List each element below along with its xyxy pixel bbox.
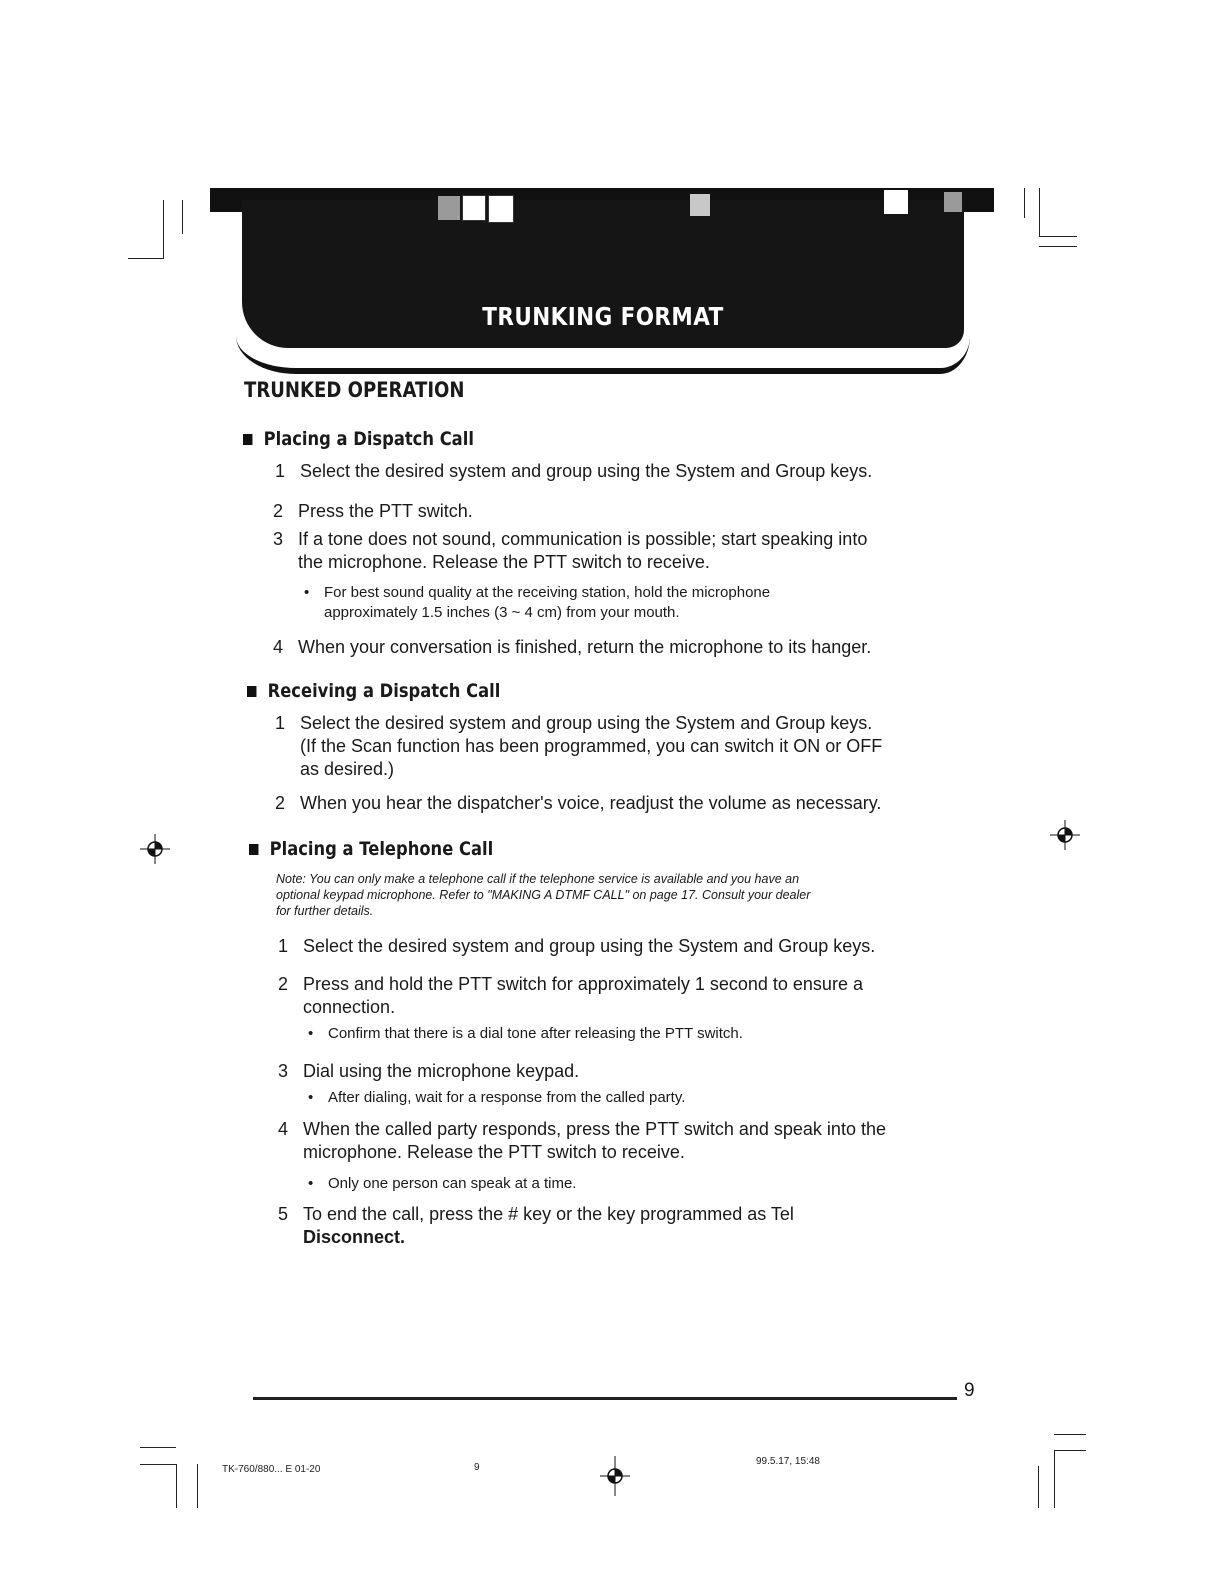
crop-mark-bottom-left: [140, 1464, 176, 1465]
header-banner-curve: [236, 330, 970, 374]
crop-mark-bottom-right: [1054, 1450, 1055, 1508]
step-text: Select the desired system and group using the System and Group keys.: [303, 936, 876, 956]
color-bar-block: [462, 195, 486, 221]
bullet-text: Only one person can speak at a time.: [328, 1175, 577, 1192]
registration-mark-right: [1050, 820, 1080, 850]
step-text: Select the desired system and group using the System and Group keys.: [300, 713, 873, 733]
step-text: (If the Scan function has been programmed, you can switch it ON or OFF: [300, 736, 883, 756]
step-item: [275, 712, 965, 782]
bullet-dot: •: [308, 1175, 314, 1192]
step-text: When the called party responds, press the PTT switch and speak into the: [303, 1119, 886, 1139]
crop-mark-top-left: [128, 258, 164, 259]
step-text: Press the PTT switch.: [298, 501, 473, 521]
bullet-item: [304, 583, 964, 623]
bullet-dot: •: [308, 1025, 314, 1042]
subheading-placing-telephone-call: [249, 838, 493, 860]
crop-mark-top-right: [1039, 236, 1077, 237]
step-text: connection.: [303, 997, 396, 1017]
step-text: Select the desired system and group using the System and Group keys.: [300, 461, 873, 481]
subheading-placing-dispatch-call: [243, 428, 474, 450]
footer-page: 9: [474, 1462, 480, 1473]
bullet-dot: •: [308, 1089, 314, 1106]
crop-mark-bottom-left: [140, 1447, 176, 1448]
subheading-text: Placing a Dispatch Call: [263, 428, 474, 450]
crop-mark-top-right: [1039, 188, 1040, 236]
note-text: [276, 871, 966, 919]
crop-mark-bottom-right: [1054, 1434, 1086, 1435]
color-bar-block: [438, 196, 460, 220]
step-text: Disconnect.: [303, 1227, 406, 1247]
bullet-text: For best sound quality at the receiving station, hold the microphone: [324, 584, 771, 601]
step-number: 1: [275, 461, 286, 481]
step-number: 2: [275, 793, 286, 813]
step-number: 2: [278, 974, 289, 994]
registration-mark-left: [140, 834, 170, 864]
step-number: 5: [278, 1204, 289, 1224]
crop-mark-bottom-left: [176, 1464, 177, 1508]
crop-mark-top-left: [163, 200, 164, 258]
step-number: 2: [273, 501, 284, 521]
step-text: To end the call, press the # key or the key programmed as Tel: [303, 1204, 794, 1224]
square-bullet-icon: [243, 434, 252, 445]
step-number: 4: [273, 637, 284, 657]
registration-mark-bottom: [600, 1456, 630, 1496]
color-bar-block: [488, 195, 514, 223]
step-item: [273, 528, 963, 574]
step-text: If a tone does not sound, communication is possible; start speaking into: [298, 529, 868, 549]
step-number: 4: [278, 1119, 289, 1139]
square-bullet-icon: [249, 844, 258, 855]
crop-mark-top-right: [1024, 188, 1025, 218]
section-title: TRUNKED OPERATION: [244, 378, 465, 402]
color-bar-block: [944, 192, 962, 212]
step-text: microphone. Release the PTT switch to receive.: [303, 1142, 685, 1162]
footer-doc-code: TK-760/880... E 01-20: [222, 1464, 321, 1475]
crop-mark-top-right: [1039, 246, 1077, 247]
step-item: [278, 1203, 968, 1249]
step-text: When your conversation is finished, return the microphone to its hanger.: [298, 637, 872, 657]
footer-timestamp: 99.5.17, 15:48: [756, 1456, 820, 1467]
step-item: [278, 973, 968, 1019]
subheading-text: Placing a Telephone Call: [269, 838, 494, 860]
crop-mark-bottom-right: [1038, 1466, 1039, 1508]
subheading-text: Receiving a Dispatch Call: [267, 680, 501, 702]
footer-rule: [253, 1397, 957, 1400]
note-line: Note: You can only make a telephone call if the telephone service is available and you have an: [276, 872, 800, 886]
step-number: 1: [275, 713, 286, 733]
color-bar-block: [884, 190, 908, 214]
bullet-text: approximately 1.5 inches (3 ~ 4 cm) from your mouth.: [324, 604, 680, 621]
step-text: Dial using the microphone keypad.: [303, 1061, 580, 1081]
page-header-title: TRUNKING FORMAT: [482, 302, 724, 331]
step-number: 3: [278, 1061, 289, 1081]
bullet-dot: •: [304, 584, 310, 601]
step-text: as desired.): [300, 759, 395, 779]
subheading-receiving-dispatch-call: [247, 680, 500, 702]
crop-mark-bottom-right: [1054, 1450, 1086, 1451]
note-line: for further details.: [276, 904, 374, 918]
step-text: When you hear the dispatcher's voice, readjust the volume as necessary.: [300, 793, 882, 813]
bullet-text: Confirm that there is a dial tone after releasing the PTT switch.: [328, 1025, 743, 1042]
square-bullet-icon: [247, 686, 256, 697]
bullet-text: After dialing, wait for a response from the called party.: [328, 1089, 686, 1106]
step-number: 3: [273, 529, 284, 549]
crop-mark-top-left: [182, 200, 183, 234]
color-bar-block: [690, 194, 710, 216]
page-number: 9: [964, 1380, 975, 1401]
step-item: [278, 1118, 968, 1164]
step-number: 1: [278, 936, 289, 956]
crop-mark-bottom-left: [197, 1464, 198, 1508]
step-text: Press and hold the PTT switch for approximately 1 second to ensure a: [303, 974, 863, 994]
note-line: optional keypad microphone. Refer to "MAKING A DTMF CALL" on page 17. Consult your dealer: [276, 888, 811, 902]
step-text: the microphone. Release the PTT switch to receive.: [298, 552, 710, 572]
